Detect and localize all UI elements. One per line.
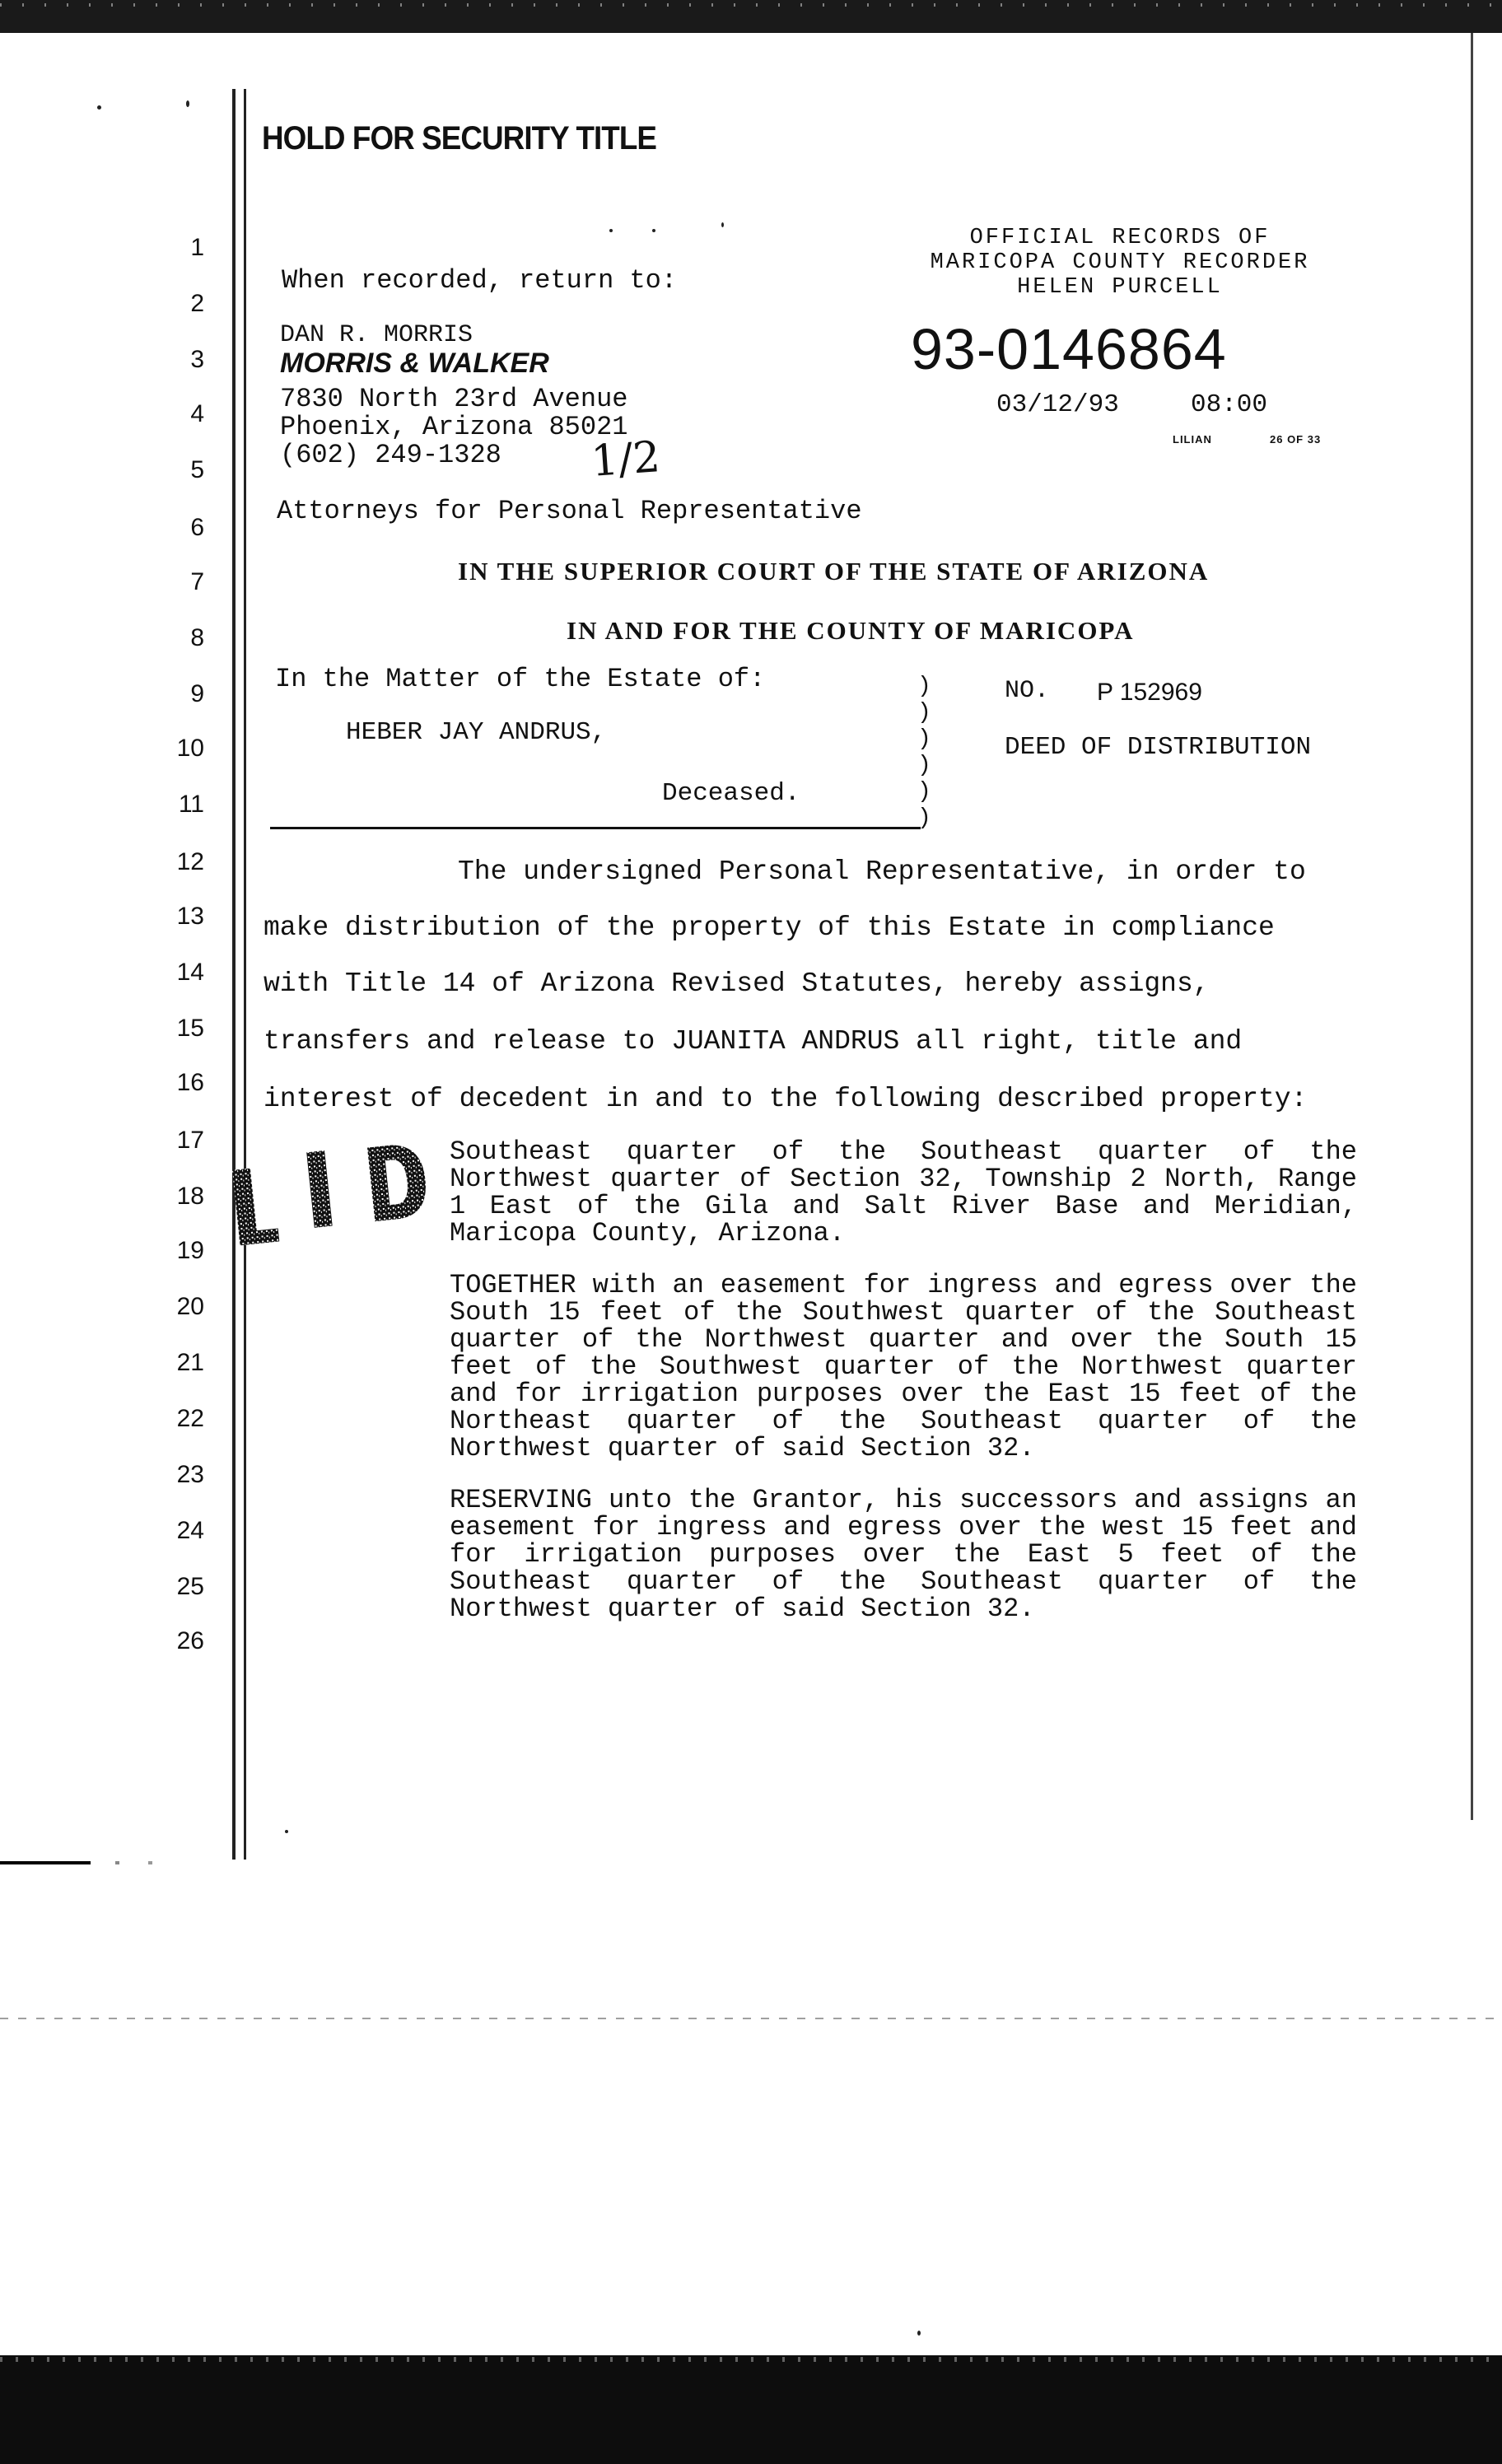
law-firm: MORRIS & WALKER bbox=[280, 348, 549, 379]
decedent-name: HEBER JAY ANDRUS, bbox=[346, 718, 607, 747]
scan-border-bottom bbox=[0, 2355, 1502, 2464]
caption-parens: ) ) ) ) ) ) bbox=[917, 674, 931, 831]
line-number: 2 bbox=[190, 290, 204, 317]
line-number: 7 bbox=[190, 568, 204, 595]
scan-dot bbox=[97, 105, 101, 110]
scan-noise-top bbox=[0, 3, 1502, 7]
line-number: 23 bbox=[176, 1461, 204, 1488]
line-number: 10 bbox=[176, 735, 204, 762]
recording-number: 93-0146864 bbox=[911, 317, 1227, 381]
line-number: 4 bbox=[190, 400, 204, 427]
recorder-header bbox=[889, 226, 1350, 300]
address-street: 7830 North 23rd Avenue bbox=[280, 384, 628, 414]
lid-stamp-graphic bbox=[232, 1143, 438, 1250]
handwritten-note: 1/2 bbox=[590, 432, 662, 487]
phone-number: (602) 249-1328 bbox=[280, 440, 501, 470]
line-number: 12 bbox=[176, 848, 204, 875]
recording-time: 08:00 bbox=[1191, 390, 1268, 419]
recorder-clerk: LILIAN bbox=[1173, 433, 1212, 446]
recorder-line-2: MARICOPA COUNTY RECORDER bbox=[930, 250, 1310, 275]
line-number: 13 bbox=[176, 903, 204, 930]
case-number: P 152969 bbox=[1097, 679, 1202, 706]
line-number: 14 bbox=[176, 959, 204, 986]
recorder-line-1: OFFICIAL RECORDS OF bbox=[969, 226, 1271, 250]
line-number: 15 bbox=[176, 1015, 204, 1042]
scan-dot bbox=[609, 229, 613, 232]
legal-paragraph-easement: TOGETHER with an easement for ingress and egress over the South 15 feet of the Southwest quarter of the Southeast quarter of the Northwest quarter and over the South 15 feet of the Southwest quarter of the Northwest quarter and for irrigation purposes over the East 15 feet of the Northeast quarter of the Southeast quarter of the Northwest quarter of said Section 32. bbox=[450, 1270, 1357, 1463]
line-number: 1 bbox=[190, 234, 204, 261]
legal-paragraph-parcel: Southeast quarter of the Southeast quarter of the Northwest quarter of Section 32, Township 2 North, Range 1 East of the Gila and Salt River Base and Meridian, Maricopa County, Arizona. bbox=[450, 1136, 1357, 1248]
scan-noise-bottom bbox=[0, 2357, 1502, 2362]
matter-of: In the Matter of the Estate of: bbox=[275, 664, 766, 694]
court-heading-line-2: IN AND FOR THE COUNTY OF MARICOPA bbox=[567, 616, 1135, 645]
scan-dot bbox=[652, 229, 655, 232]
line-number: 11 bbox=[178, 791, 204, 818]
line-number: 18 bbox=[176, 1183, 204, 1210]
margin-rule-right bbox=[244, 89, 246, 1860]
recording-date: 03/12/93 bbox=[996, 390, 1119, 419]
line-number: 17 bbox=[176, 1127, 204, 1154]
body-line-2: make distribution of the property of this Estate in compliance bbox=[264, 912, 1275, 943]
line-number: 5 bbox=[190, 456, 204, 483]
line-number: 3 bbox=[190, 346, 204, 373]
body-line-3: with Title 14 of Arizona Revised Statutes, hereby assigns, bbox=[264, 968, 1210, 999]
body-line-5: interest of decedent in and to the following described property: bbox=[264, 1084, 1308, 1114]
line-number: 19 bbox=[176, 1237, 204, 1264]
body-line-1: The undersigned Personal Representative, in order to bbox=[458, 856, 1306, 887]
hold-for-security-title: HOLD FOR SECURITY TITLE bbox=[262, 120, 657, 156]
page-edge-rule bbox=[1471, 33, 1473, 1820]
court-heading-line-1: IN THE SUPERIOR COURT OF THE STATE OF ARIZONA bbox=[458, 557, 1210, 586]
deceased-label: Deceased. bbox=[662, 779, 800, 808]
return-to-label: When recorded, return to: bbox=[282, 265, 678, 296]
scan-dot bbox=[186, 100, 189, 107]
line-number: 20 bbox=[176, 1293, 204, 1320]
scan-edge-dash bbox=[0, 2018, 1502, 2019]
recorder-page: 26 OF 33 bbox=[1270, 433, 1322, 446]
body-line-4: transfers and release to JUANITA ANDRUS all right, title and bbox=[264, 1026, 1243, 1057]
line-number: 6 bbox=[190, 514, 204, 541]
line-number: 9 bbox=[190, 680, 204, 707]
case-no-label: NO. bbox=[1005, 677, 1050, 705]
recorder-line-3: HELEN PURCELL bbox=[1017, 275, 1223, 300]
line-number: 22 bbox=[176, 1405, 204, 1432]
line-number: 25 bbox=[176, 1573, 204, 1600]
line-number: 16 bbox=[176, 1069, 204, 1096]
scan-dot bbox=[917, 2331, 921, 2336]
document-title: DEED OF DISTRIBUTION bbox=[1005, 733, 1312, 762]
margin-rule-left bbox=[232, 89, 236, 1860]
line-number: 21 bbox=[176, 1349, 204, 1376]
attorneys-for: Attorneys for Personal Representative bbox=[277, 496, 862, 526]
line-number: 24 bbox=[176, 1517, 204, 1544]
lid-stamp bbox=[232, 1143, 438, 1250]
address-city: Phoenix, Arizona 85021 bbox=[280, 412, 628, 442]
caption-rule bbox=[270, 827, 921, 829]
legal-paragraph-reservation: RESERVING unto the Grantor, his successors and assigns an easement for ingress and egress over the west 15 feet and for irrigation purposes over the East 5 feet of the Southeast quarter of the Southeast quarter of the Northwest quarter of said Section 32. bbox=[450, 1485, 1357, 1624]
attorney-name: DAN R. MORRIS bbox=[280, 321, 473, 349]
scan-edge-mark bbox=[0, 1861, 1502, 1864]
scan-dot bbox=[721, 222, 724, 227]
line-number: 8 bbox=[190, 624, 204, 651]
line-number: 26 bbox=[176, 1627, 204, 1654]
scan-dot bbox=[285, 1830, 288, 1833]
legal-description bbox=[450, 1138, 1357, 1647]
